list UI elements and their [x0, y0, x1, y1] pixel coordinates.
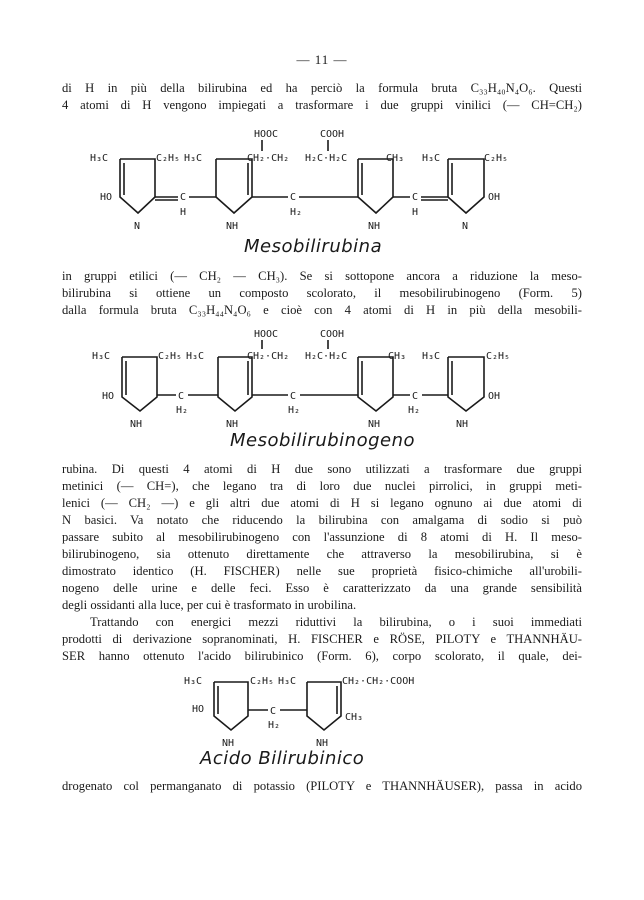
label-n: N	[462, 221, 469, 232]
text-line: degli ossidanti alla luce, per cui è trasformato in urobilina.	[62, 598, 357, 612]
pyrrole-ring-4	[448, 159, 484, 213]
label-h3c: H₃C	[184, 676, 203, 687]
label-c2h5: C₂H₅	[486, 351, 511, 362]
label-h3c: H₃C	[186, 351, 205, 362]
label-ho: HO	[102, 391, 115, 402]
label-ch3: CH₃	[345, 712, 364, 723]
formula-caption: Acido Bilirubinico	[200, 748, 365, 769]
label-h2: H₂	[268, 720, 281, 731]
label-h2c: H₂C·H₂C	[305, 351, 348, 362]
label-n: N	[134, 221, 141, 232]
label-h3c: H₃C	[422, 153, 441, 164]
text-line: passare subito al mesobilirubinogeno con l'assunzione di 8 atomi di H. Il meso-	[62, 530, 582, 544]
page-number: — 11 —	[296, 52, 348, 67]
label-nh: NH	[456, 419, 469, 430]
label-nh: NH	[226, 221, 239, 232]
paragraph-5	[62, 778, 582, 795]
text-line: dalla formula bruta C₃₃H₄₄N₄O₆ e cioè con 4 atomi di H in più della mesobili-	[62, 303, 582, 317]
label-ho: HO	[192, 704, 205, 715]
label-h2: H₂	[290, 207, 303, 218]
label-h3c: H₃C	[422, 351, 441, 362]
label-c: C	[412, 391, 419, 402]
pyrrole-ring-2	[218, 357, 252, 411]
paragraph-2	[62, 268, 582, 319]
label-oh: OH	[488, 192, 501, 203]
text-line: di H in più della bilirubina ed ha perciò la formula bruta C₃₃H₄₀N₄O₆. Questi	[62, 81, 582, 95]
text-line: rubina. Di questi 4 atomi di H due sono utilizzati a trasformare due gruppi	[62, 462, 582, 476]
formula-mesobilirubinogeno	[0, 327, 644, 442]
label-h2: H₂	[408, 405, 421, 416]
text-line: SER hanno ottenuto l'acido bilirubinico (Form. 6), corpo scolorato, il quale, dei-	[62, 649, 582, 663]
label-nh: NH	[368, 419, 381, 430]
label-h3c: H₃C	[184, 153, 203, 164]
text-line: dimostrato identico (H. FISCHER) nelle sue proprietà fisico-chimiche all'urobili-	[62, 564, 582, 578]
text-line: metinici (— CH=), che legano tra di loro due nuclei pirrolici, in gruppi meti-	[62, 479, 582, 493]
text-line: bilirubina si ottiene un composto scolorato, il mesobilirubinogeno (Form. 5)	[62, 286, 582, 300]
text-line: N basici. Va notato che riducendo la bilirubina con amalgama di sodio si può	[62, 513, 582, 527]
text-line: nogeno delle urine e delle feci. Esso è caratterizzato da una grande sensibilità	[62, 581, 582, 595]
label-c: C	[290, 192, 297, 203]
label-c: C	[180, 192, 187, 203]
label-nh: NH	[316, 738, 329, 749]
label-h: H	[412, 207, 419, 218]
label-ch2ch2: CH₂·CH₂	[247, 153, 290, 164]
label-h3c: H₃C	[278, 676, 297, 687]
formula-acido-bilirubinico	[0, 672, 644, 752]
label-ho: HO	[100, 192, 113, 203]
label-cooh: COOH	[320, 129, 345, 140]
pyrrole-ring-4	[448, 357, 484, 411]
label-c2h5: C₂H₅	[156, 153, 181, 164]
pyrrole-ring-3	[358, 357, 393, 411]
paragraph-4	[62, 614, 582, 665]
label-c2h5: C₂H₅	[484, 153, 509, 164]
label-c: C	[270, 706, 277, 717]
pyrrole-ring-1	[120, 159, 155, 213]
label-nh: NH	[222, 738, 235, 749]
pyrrole-ring-3	[358, 159, 393, 213]
label-nh: NH	[226, 419, 239, 430]
label-hooc: HOOC	[254, 329, 279, 340]
label-c: C	[412, 192, 419, 203]
label-h2: H₂	[288, 405, 301, 416]
label-ch3: CH₃	[386, 153, 405, 164]
label-h2c: H₂C·H₂C	[305, 153, 348, 164]
label-ch2chcooh: CH₂·CH₂·COOH	[342, 676, 415, 687]
label-h2: H₂	[176, 405, 189, 416]
label-ch2ch2: CH₂·CH₂	[247, 351, 290, 362]
pyrrole-ring-2	[216, 159, 252, 213]
label-h3c: H₃C	[90, 153, 109, 164]
paragraph-3	[62, 461, 582, 614]
label-nh: NH	[368, 221, 381, 232]
label-hooc: HOOC	[254, 129, 279, 140]
text-line: 4 atomi di H vengono impiegati a trasformare i due gruppi vinilici (— CH=CH₂)	[62, 98, 582, 112]
formula-caption: Mesobilirubina	[244, 236, 383, 257]
label-cooh: COOH	[320, 329, 345, 340]
text-line: Trattando con energici mezzi riduttivi la bilirubina, o i suoi immediati	[90, 615, 582, 629]
label-h3c: H₃C	[92, 351, 111, 362]
label-h: H	[180, 207, 187, 218]
text-line: prodotti di derivazione sopranominati, H. FISCHER e RÖSE, PILOTY e THANNHÄU-	[62, 632, 582, 646]
label-oh: OH	[488, 391, 501, 402]
label-c2h5: C₂H₅	[250, 676, 275, 687]
formula-caption: Mesobilirubinogeno	[230, 430, 416, 451]
label-nh: NH	[130, 419, 143, 430]
label-c2h5: C₂H₅	[158, 351, 183, 362]
label-c: C	[290, 391, 297, 402]
text-line: drogenato col permanganato di potassio (PILOTY e THANNHÄUSER), passa in acido	[62, 779, 582, 793]
pyrrole-ring-1	[214, 682, 248, 730]
pyrrole-ring-1	[122, 357, 157, 411]
label-ch3: CH₃	[388, 351, 407, 362]
text-line: bilirubinogeno, sia ottenuto direttamente che attraverso la mesobilirubina, si è	[62, 547, 582, 561]
paragraph-1	[62, 80, 582, 114]
text-line: lenici (— CH₂ —) e gli altri due atomi di H si legano ognuno ai due atomi di	[62, 496, 582, 510]
text-line: in gruppi etilici (— CH₂ — CH₃). Se si sottopone ancora a riduzione la meso-	[62, 269, 582, 283]
pyrrole-ring-2	[307, 682, 341, 730]
label-c: C	[178, 391, 185, 402]
